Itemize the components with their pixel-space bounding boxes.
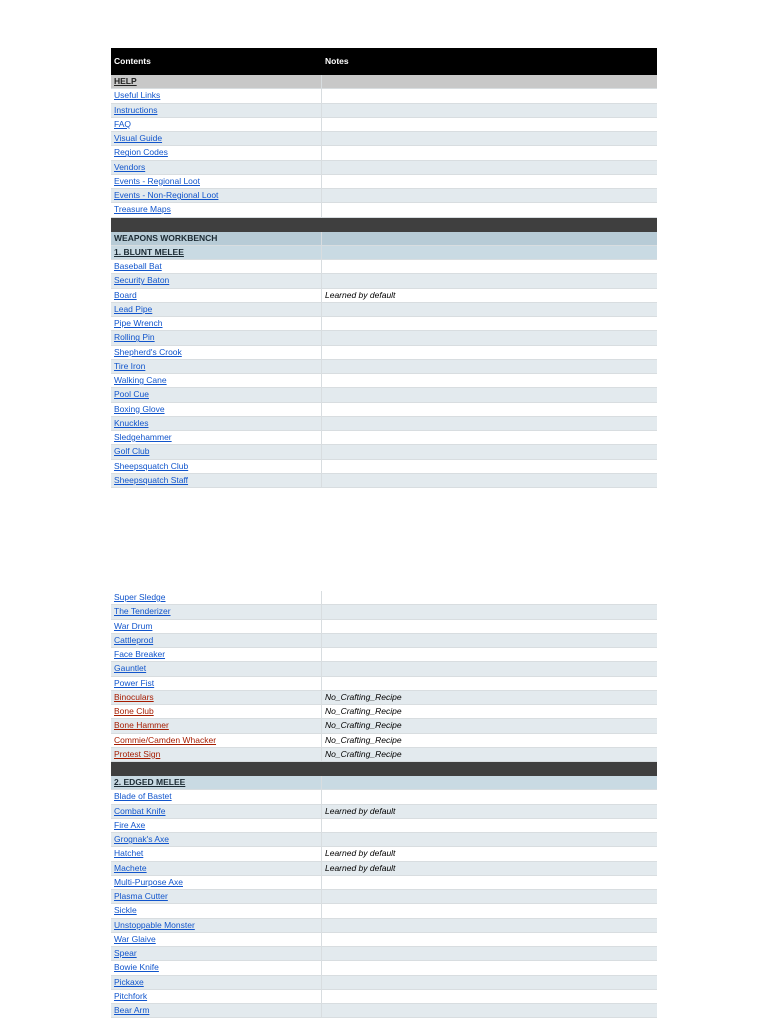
- table-row: [111, 648, 657, 662]
- blunt-subsection-row[interactable]: [111, 246, 657, 260]
- help-section-row: [111, 75, 657, 89]
- table-row: [111, 403, 657, 417]
- item-note: [322, 303, 657, 316]
- table-row: [111, 719, 657, 733]
- edged-subsection-row[interactable]: [111, 776, 657, 790]
- table-row: [111, 734, 657, 748]
- item-note: Learned by default: [325, 805, 396, 816]
- item-note: [322, 146, 657, 159]
- item-link[interactable]: Security Baton: [114, 275, 170, 286]
- blunt-title[interactable]: 1. BLUNT MELEE: [111, 246, 322, 259]
- item-link[interactable]: Protest Sign: [114, 748, 161, 759]
- table-row: [111, 132, 657, 146]
- item-link[interactable]: Sledgehammer: [114, 432, 172, 442]
- table-row: [111, 374, 657, 388]
- item-note: [322, 260, 657, 273]
- table-row: [111, 790, 657, 804]
- table-row: [111, 605, 657, 619]
- item-note: [322, 933, 657, 946]
- weapons-section-row: [111, 232, 657, 246]
- item-link[interactable]: Pickaxe: [114, 976, 144, 987]
- item-link[interactable]: Unstoppable Monster: [114, 919, 195, 930]
- table-row: [111, 947, 657, 961]
- table-row: [111, 474, 657, 488]
- table-row: [111, 118, 657, 132]
- item-link[interactable]: Bone Club: [114, 706, 154, 716]
- item-link[interactable]: Hatchet: [114, 848, 144, 859]
- item-link[interactable]: Walking Cane: [114, 375, 167, 385]
- item-note: [322, 189, 657, 202]
- item-note: [322, 904, 657, 917]
- table-row: [111, 317, 657, 331]
- item-note: Learned by default: [325, 862, 396, 873]
- item-note: [322, 132, 657, 145]
- item-link[interactable]: The Tenderizer: [114, 606, 171, 617]
- item-link[interactable]: Sheepsquatch Staff: [114, 474, 189, 485]
- table-row: [111, 890, 657, 904]
- item-note: Learned by default: [325, 289, 396, 300]
- item-note: [322, 274, 657, 287]
- item-link[interactable]: Vendors: [114, 161, 146, 172]
- item-note: No_Crafting_Recipe: [325, 734, 402, 745]
- item-link[interactable]: Bone Hammer: [114, 720, 169, 731]
- item-note: [322, 445, 657, 458]
- table-row: [111, 360, 657, 374]
- item-note: [322, 890, 657, 903]
- item-note: [322, 175, 657, 188]
- item-link[interactable]: Golf Club: [114, 446, 150, 457]
- item-link[interactable]: Bowie Knife: [114, 962, 159, 973]
- sheet-page-2: [111, 591, 657, 1018]
- table-row: [111, 1004, 657, 1018]
- item-note: [322, 374, 657, 387]
- table-row: [111, 175, 657, 189]
- item-note: [322, 976, 657, 989]
- table-row: [111, 961, 657, 975]
- item-link[interactable]: Baseball Bat: [114, 261, 162, 271]
- header-notes: Notes: [325, 56, 349, 66]
- table-row: [111, 819, 657, 833]
- item-link[interactable]: War Drum: [114, 620, 153, 631]
- table-row: [111, 691, 657, 705]
- table-row: [111, 260, 657, 274]
- table-row: [111, 833, 657, 847]
- weapons-title: WEAPONS WORKBENCH: [111, 232, 322, 245]
- item-note: [322, 317, 657, 330]
- item-note: No_Crafting_Recipe: [325, 691, 402, 702]
- table-row: [111, 677, 657, 691]
- table-row: [111, 620, 657, 634]
- item-link[interactable]: Lead Pipe: [114, 303, 153, 314]
- item-note: [322, 104, 657, 117]
- table-row: [111, 904, 657, 918]
- item-note: [322, 474, 657, 487]
- table-row: [111, 431, 657, 445]
- item-note: [322, 605, 657, 618]
- table-row: [111, 89, 657, 103]
- table-header: [111, 48, 657, 75]
- item-link[interactable]: Multi-Purpose Axe: [114, 876, 183, 887]
- item-link[interactable]: War Glaive: [114, 933, 156, 944]
- item-link[interactable]: Commie/Camden Whacker: [114, 734, 217, 745]
- item-note: [322, 819, 657, 832]
- table-row: [111, 189, 657, 203]
- item-note: [322, 360, 657, 373]
- table-row: [111, 146, 657, 160]
- table-row: [111, 161, 657, 175]
- item-link[interactable]: Spear: [114, 948, 137, 958]
- item-link[interactable]: Events - Regional Loot: [114, 175, 200, 186]
- item-link[interactable]: Region Codes: [114, 147, 168, 158]
- table-row: [111, 876, 657, 890]
- item-link[interactable]: Fire Axe: [114, 819, 146, 830]
- item-link[interactable]: Binoculars: [114, 691, 154, 702]
- item-note: [322, 876, 657, 889]
- item-link[interactable]: Sheepsquatch Club: [114, 460, 189, 471]
- item-note: [322, 118, 657, 131]
- item-note: [322, 203, 657, 216]
- item-note: [322, 947, 657, 960]
- table-row: [111, 303, 657, 317]
- item-link[interactable]: Tire Iron: [114, 360, 146, 371]
- item-link[interactable]: Bear Arm: [114, 1005, 150, 1015]
- item-link[interactable]: Knuckles: [114, 417, 149, 428]
- item-link[interactable]: Face Breaker: [114, 649, 166, 659]
- section-divider: [111, 762, 657, 776]
- item-note: [322, 388, 657, 401]
- item-note: [322, 919, 657, 932]
- item-link[interactable]: Rolling Pin: [114, 332, 155, 343]
- table-row: [111, 990, 657, 1004]
- table-row: [111, 417, 657, 431]
- item-link[interactable]: Cattleprod: [114, 634, 154, 645]
- item-link[interactable]: Boxing Glove: [114, 403, 165, 414]
- item-link[interactable]: Instructions: [114, 104, 158, 115]
- item-link[interactable]: Useful Links: [114, 90, 161, 101]
- item-link[interactable]: Visual Guide: [114, 133, 163, 143]
- item-note: [322, 648, 657, 661]
- item-link[interactable]: Board: [114, 289, 137, 300]
- item-note: [322, 417, 657, 430]
- item-link[interactable]: Pool Cue: [114, 389, 149, 400]
- item-note: [322, 89, 657, 102]
- item-note: [322, 591, 657, 604]
- item-note: [322, 161, 657, 174]
- item-note: [322, 961, 657, 974]
- item-note: No_Crafting_Recipe: [325, 706, 402, 716]
- table-row: [111, 805, 657, 819]
- item-link[interactable]: Super Sledge: [114, 592, 166, 602]
- item-note: [322, 677, 657, 690]
- table-row: [111, 634, 657, 648]
- item-link[interactable]: Sickle: [114, 905, 137, 916]
- table-row: [111, 388, 657, 402]
- item-link[interactable]: Events - Non-Regional Loot: [114, 190, 219, 200]
- item-link[interactable]: Power Fist: [114, 677, 155, 688]
- item-link[interactable]: Combat Knife: [114, 805, 166, 816]
- table-row: [111, 748, 657, 762]
- item-note: [322, 790, 657, 803]
- table-row: [111, 976, 657, 990]
- item-link[interactable]: Plasma Cutter: [114, 891, 168, 901]
- item-note: [322, 662, 657, 675]
- item-link[interactable]: Shepherd's Crook: [114, 346, 182, 357]
- item-note: No_Crafting_Recipe: [325, 720, 402, 731]
- item-link[interactable]: Pitchfork: [114, 990, 148, 1001]
- table-row: [111, 591, 657, 605]
- item-link[interactable]: FAQ: [114, 118, 132, 129]
- table-row: [111, 104, 657, 118]
- item-link[interactable]: Grognak's Axe: [114, 834, 170, 844]
- item-note: [322, 403, 657, 416]
- item-note: [322, 990, 657, 1003]
- table-row: [111, 203, 657, 217]
- table-row: [111, 662, 657, 676]
- item-note: Learned by default: [325, 848, 396, 859]
- sheet-page-1: [111, 48, 657, 488]
- item-note: No_Crafting_Recipe: [325, 748, 402, 759]
- item-link[interactable]: Blade of Bastet: [114, 791, 172, 802]
- header-contents: Contents: [114, 56, 151, 66]
- item-note: [322, 620, 657, 633]
- table-row: [111, 933, 657, 947]
- table-row: [111, 274, 657, 288]
- table-row: [111, 331, 657, 345]
- table-row: [111, 919, 657, 933]
- item-note: [322, 346, 657, 359]
- item-link[interactable]: Pipe Wrench: [114, 318, 163, 328]
- table-row: [111, 705, 657, 719]
- table-row: [111, 847, 657, 861]
- item-note: [322, 634, 657, 647]
- help-title: HELP: [111, 75, 322, 88]
- table-row: [111, 460, 657, 474]
- edged-title[interactable]: 2. EDGED MELEE: [111, 776, 322, 789]
- item-link[interactable]: Treasure Maps: [114, 204, 171, 215]
- table-row: [111, 346, 657, 360]
- item-link[interactable]: Gauntlet: [114, 663, 147, 674]
- table-row: [111, 445, 657, 459]
- table-row: [111, 862, 657, 876]
- item-note: [322, 331, 657, 344]
- item-note: [322, 431, 657, 444]
- item-note: [322, 460, 657, 473]
- section-divider: [111, 218, 657, 232]
- table-row: [111, 289, 657, 303]
- item-link[interactable]: Machete: [114, 862, 147, 873]
- item-note: [322, 833, 657, 846]
- item-note: [322, 1004, 657, 1017]
